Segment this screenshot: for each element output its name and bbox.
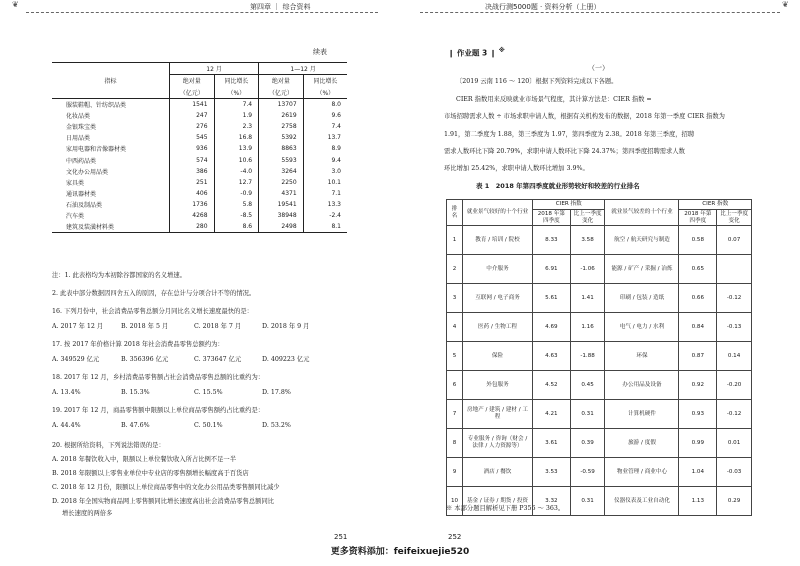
- question-stem: 17. 按 2017 年价格计算 2018 年社会消费品零售总额约为：: [52, 341, 224, 348]
- row-good-change: 0.45: [570, 371, 605, 400]
- row-year-abs: 4371: [259, 188, 304, 199]
- table-row: [447, 284, 752, 313]
- row-indicator: 汽车类: [66, 213, 85, 221]
- table-row: [52, 154, 347, 165]
- row-rank: 3: [447, 284, 463, 313]
- row-dec-abs: 545: [170, 132, 215, 143]
- row-year-yoy: 10.1: [303, 177, 347, 188]
- row-good-q4: 3.53: [533, 458, 571, 487]
- row-good-industry: 专业服务 / 咨询（财会 / 法律 / 人力资源等）: [463, 429, 533, 458]
- row-good-q4: 4.63: [533, 342, 571, 371]
- question-option[interactable]: B. 47.6%: [121, 422, 150, 429]
- q20-option-d[interactable]: D. 2018 年全国实物商品网上零售额同比增长速度高出社会消费品零售总额同比: [52, 498, 275, 505]
- row-good-q4: 3.32: [533, 487, 571, 516]
- question-option[interactable]: C. 50.1%: [194, 422, 223, 429]
- table-row: [447, 429, 752, 458]
- row-bad-q4: 0.92: [679, 371, 717, 400]
- row-year-yoy: 8.0: [303, 99, 347, 110]
- row-bad-q4: 0.65: [679, 255, 717, 284]
- header-cier-bad: CIER 指数: [679, 200, 752, 210]
- header-indicator: 指标: [52, 63, 170, 99]
- header-yoy-year-unit: （%）: [303, 87, 347, 99]
- row-bad-q4: 0.58: [679, 226, 717, 255]
- row-bad-industry: 能源 / 矿产 / 采掘 / 冶炼: [605, 255, 679, 284]
- set-label-text: 作业题 3: [456, 48, 488, 58]
- question-stem: 16. 下列月份中，社会消费品零售总额分月同比名义增长速度最快的是：: [52, 308, 253, 315]
- set-label: ❙ 作业题 3 ❙ ※: [448, 47, 505, 58]
- header-good-industries: 就业景气较好的十个行业: [463, 200, 533, 226]
- row-good-industry: 中介服务: [463, 255, 533, 284]
- row-indicator: 化妆品类: [66, 112, 91, 120]
- row-bad-change: -0.12: [717, 400, 752, 429]
- header-december: 12 月: [170, 63, 259, 75]
- row-bad-change: [717, 255, 752, 284]
- row-year-yoy: 13.7: [303, 132, 347, 143]
- table-row: [447, 313, 752, 342]
- question-option[interactable]: A. 349529 亿元: [52, 356, 100, 363]
- row-bad-industry: 仪器仪表及工业自动化: [605, 487, 679, 516]
- question-option[interactable]: D. 53.2%: [262, 422, 291, 429]
- question-option[interactable]: A. 13.4%: [52, 389, 81, 396]
- cier-ranking-table: [446, 199, 752, 516]
- row-indicator: 通讯器材类: [66, 191, 97, 199]
- row-dec-yoy: 8.6: [214, 222, 259, 233]
- row-year-abs: 5392: [259, 132, 304, 143]
- question-stem: 19. 2017 年 12 月，商品零售额中限额以上单位商品零售额约占比重约是：: [52, 407, 265, 414]
- row-bad-q4: 1.13: [679, 487, 717, 516]
- row-good-change: -1.88: [570, 342, 605, 371]
- row-indicator: 家用电器和音像器材类: [66, 146, 127, 154]
- row-indicator: 建筑及装潢材料类: [52, 222, 170, 233]
- table-row: [52, 188, 347, 199]
- row-rank: 8: [447, 429, 463, 458]
- row-year-yoy: 3.0: [303, 166, 347, 177]
- row-good-change: -0.59: [570, 458, 605, 487]
- q20-option-b[interactable]: B. 2018 年限额以上零售业单位中专业店的零售额增长幅度高于百货店: [52, 470, 249, 477]
- running-header-right: 决战行测5000题 · 资料分析（上册）: [482, 2, 604, 12]
- row-dec-abs: 406: [170, 188, 215, 199]
- q20-option-d-cont: 增长速度的两倍多: [62, 510, 113, 517]
- question-option[interactable]: C. 373647 亿元: [194, 356, 242, 363]
- table-title: 表 1 2018 年第四季度就业形势较好和较差的行业排名: [476, 182, 640, 190]
- header-yoy-year: 同比增长: [303, 75, 347, 87]
- row-bad-change: 0.07: [717, 226, 752, 255]
- table-row: [447, 458, 752, 487]
- header-q4-good: 2018 年第四季度: [533, 210, 571, 226]
- row-bad-industry: 印刷 / 包装 / 造纸: [605, 284, 679, 313]
- header-bad-industries: 就业景气较差的十个行业: [605, 200, 679, 226]
- table-row: [447, 226, 752, 255]
- table-row: [52, 121, 347, 132]
- header-q4-bad: 2018 年第四季度: [679, 210, 717, 226]
- intro-line-4: 1.91，第二季度为 1.88，第三季度为 1.97，第四季度为 2.38。2018 年第三季度，招聘: [444, 131, 695, 138]
- table-row: [447, 342, 752, 371]
- row-indicator: 日用品类: [66, 135, 91, 143]
- row-good-q4: 5.61: [533, 284, 571, 313]
- row-good-change: 3.58: [570, 226, 605, 255]
- question-option[interactable]: A. 44.4%: [52, 422, 81, 429]
- page-number-right: 252: [448, 533, 462, 541]
- row-rank: 2: [447, 255, 463, 284]
- row-year-yoy: 8.9: [303, 143, 347, 154]
- row-year-yoy: 13.3: [303, 199, 347, 210]
- row-year-abs: 2619: [259, 110, 304, 121]
- q20-option-c[interactable]: C. 2018 年 12 月份，限额以上单位商品零售中的文化办公用品类零售额同比减少: [52, 484, 280, 491]
- table-row: [447, 400, 752, 429]
- row-bad-change: 0.14: [717, 342, 752, 371]
- row-bad-q4: 0.66: [679, 284, 717, 313]
- row-good-industry: 教育 / 培训 / 院校: [463, 226, 533, 255]
- row-bad-industry: 办公用品及设备: [605, 371, 679, 400]
- row-dec-abs: 1541: [170, 99, 215, 110]
- row-year-yoy: 7.1: [303, 188, 347, 199]
- row-year-abs: 38948: [259, 210, 304, 221]
- row-rank: 7: [447, 400, 463, 429]
- row-dec-abs: 247: [170, 110, 215, 121]
- row-rank: 1: [447, 226, 463, 255]
- row-year-abs: 8863: [259, 143, 304, 154]
- row-good-industry: 酒店 / 餐饮: [463, 458, 533, 487]
- header-abs-year-unit: （亿元）: [259, 87, 304, 99]
- row-rank: 10: [447, 487, 463, 516]
- row-bad-q4: 0.87: [679, 342, 717, 371]
- row-indicator: 石油及制品类: [66, 202, 103, 210]
- footnote-mark: ※: [498, 47, 505, 54]
- row-bad-change: -0.12: [717, 284, 752, 313]
- row-good-change: 1.16: [570, 313, 605, 342]
- intro-line-3: 市场招聘需求人数 ÷ 市场求职申请人数，根据有关机构发布的数据，2018 年第一季度 CIER 指数为: [444, 113, 725, 120]
- header-yoy-dec: 同比增长: [214, 75, 259, 87]
- row-dec-abs: 276: [170, 121, 215, 132]
- row-bad-q4: 1.04: [679, 458, 717, 487]
- promo-banner: 更多资料添加：feifeixuejie520: [330, 547, 470, 557]
- header-cier-good: CIER 指数: [533, 200, 605, 210]
- header-rule-right: [420, 12, 780, 13]
- intro-line-1: 〔2019 云南 116 ～ 120〕根据下列资料完成以下各题。: [456, 78, 618, 85]
- header-abs-dec-unit: （亿元）: [170, 87, 215, 99]
- row-bad-change: -0.03: [717, 458, 752, 487]
- header-qoq-bad: 比上一季度变化: [717, 210, 752, 226]
- row-year-abs: 2498: [259, 222, 304, 233]
- row-dec-yoy: 13.9: [214, 143, 259, 154]
- header-chapter: 第四章: [250, 3, 271, 11]
- row-dec-yoy: 7.4: [214, 99, 259, 110]
- table-row: [52, 143, 347, 154]
- row-year-yoy: 8.1: [303, 222, 347, 233]
- row-year-abs: 3264: [259, 166, 304, 177]
- row-dec-yoy: 10.6: [214, 154, 259, 165]
- question-stem: 18. 2017 年 12 月，乡村消费品零售额占社会消费品零售总额的比重约为：: [52, 374, 265, 381]
- row-good-industry: 外包服务: [463, 371, 533, 400]
- row-bad-q4: 0.93: [679, 400, 717, 429]
- question-option[interactable]: B. 356396 亿元: [121, 356, 169, 363]
- row-dec-abs: 280: [170, 222, 215, 233]
- row-good-change: 1.41: [570, 284, 605, 313]
- row-good-q4: 8.33: [533, 226, 571, 255]
- row-good-industry: 房地产 / 建筑 / 建材 / 工程: [463, 400, 533, 429]
- table-row: [52, 132, 347, 143]
- row-dec-abs: 251: [170, 177, 215, 188]
- row-year-abs: 2758: [259, 121, 304, 132]
- question-option[interactable]: D. 409223 亿元: [262, 356, 310, 363]
- row-rank: 4: [447, 313, 463, 342]
- table-note-2: 2. 此表中部分数据因四舍五入的原因，存在总计与分项合计不等的情况。: [52, 290, 256, 297]
- intro-line-5: 需求人数环比下降 20.79%，求职申请人数环比下降 24.37%；第四季度招聘需求人数: [444, 148, 685, 155]
- q20-stem: 20. 根据所给资料，下列说法错误的是：: [52, 442, 165, 449]
- row-good-q4: 4.69: [533, 313, 571, 342]
- row-indicator: 文化办公用品类: [66, 168, 109, 176]
- header-abs-year: 绝对量: [259, 75, 304, 87]
- header-yoy-dec-unit: （%）: [214, 87, 259, 99]
- row-dec-abs: 936: [170, 143, 215, 154]
- question-option[interactable]: C. 15.5%: [194, 389, 223, 396]
- row-year-yoy: 7.4: [303, 121, 347, 132]
- header-rank: 排名: [447, 200, 463, 226]
- row-bad-change: 0.01: [717, 429, 752, 458]
- row-dec-abs: 386: [170, 166, 215, 177]
- table-row: [52, 166, 347, 177]
- row-indicator: 中西药品类: [66, 157, 97, 165]
- row-indicator: 家具类: [66, 179, 85, 187]
- row-good-change: -1.06: [570, 255, 605, 284]
- row-dec-abs: 4268: [170, 210, 215, 221]
- row-good-industry: 医药 / 生物工程: [463, 313, 533, 342]
- row-dec-yoy: 5.8: [214, 199, 259, 210]
- row-bad-industry: 计算机硬件: [605, 400, 679, 429]
- row-indicator: 服装鞋帽、针纺织品类: [66, 101, 127, 109]
- question-option[interactable]: C. 2018 年 7 月: [194, 323, 242, 330]
- row-bad-q4: 0.84: [679, 313, 717, 342]
- question-option[interactable]: B. 2018 年 5 月: [121, 323, 169, 330]
- row-bad-industry: 电气 / 电力 / 水利: [605, 313, 679, 342]
- row-year-yoy: -2.4: [303, 210, 347, 221]
- question-option[interactable]: B. 15.3%: [121, 389, 150, 396]
- row-dec-yoy: -4.0: [214, 166, 259, 177]
- table-row: [52, 110, 347, 121]
- row-good-q4: 4.21: [533, 400, 571, 429]
- table-note-1: 注：1. 此表格均为本初除谷都国家的名义增速。: [52, 272, 186, 279]
- row-good-industry: 基金 / 证券 / 期货 / 投资: [463, 487, 533, 516]
- row-good-q4: 4.52: [533, 371, 571, 400]
- question-option[interactable]: D. 17.8%: [262, 389, 291, 396]
- table-row: [447, 371, 752, 400]
- row-good-change: 0.39: [570, 429, 605, 458]
- row-dec-abs: 574: [170, 154, 215, 165]
- row-bad-industry: 航空 / 航天研究与制造: [605, 226, 679, 255]
- row-year-yoy: 9.4: [303, 154, 347, 165]
- row-rank: 5: [447, 342, 463, 371]
- row-good-change: 0.31: [570, 487, 605, 516]
- row-rank: 6: [447, 371, 463, 400]
- row-good-q4: 6.91: [533, 255, 571, 284]
- row-bad-industry: 环保: [605, 342, 679, 371]
- row-year-abs: 5593: [259, 154, 304, 165]
- leaf-ornament-icon: ❦: [782, 0, 789, 9]
- q20-option-a[interactable]: A. 2018 年餐饮收入中，限额以上单位餐饮收入所占比例不足一半: [52, 456, 236, 463]
- page-number-left: 251: [334, 533, 348, 541]
- row-good-industry: 保险: [463, 342, 533, 371]
- row-good-change: 0.31: [570, 400, 605, 429]
- row-bad-q4: 0.99: [679, 429, 717, 458]
- intro-line-6: 环比增加 25.42%，求职申请人数环比增加 3.9%。: [444, 165, 589, 172]
- header-section: 综合资料: [282, 3, 311, 11]
- running-header: 第四章 ｜ 综合资料: [247, 2, 313, 12]
- header-qoq-good: 比上一季度变化: [570, 210, 605, 226]
- header-rule: [26, 12, 378, 13]
- question-option[interactable]: A. 2017 年 12 月: [52, 323, 104, 330]
- row-dec-abs: 1736: [170, 199, 215, 210]
- row-bad-industry: 旅游 / 度假: [605, 429, 679, 458]
- row-bad-change: 0.29: [717, 487, 752, 516]
- row-dec-yoy: 2.3: [214, 121, 259, 132]
- continued-label: 续表: [313, 48, 327, 56]
- row-rank: 9: [447, 458, 463, 487]
- row-dec-yoy: -0.9: [214, 188, 259, 199]
- intro-line-2: CIER 指数用来反映就业市场景气程度，其计算方法是：CIER 指数 =: [456, 96, 652, 103]
- table-row: [447, 487, 752, 516]
- row-bad-change: -0.20: [717, 371, 752, 400]
- leaf-ornament-icon: ❦: [12, 0, 19, 9]
- row-dec-yoy: 16.8: [214, 132, 259, 143]
- header-jan-dec: 1—12 月: [259, 63, 347, 75]
- row-indicator: 金银珠宝类: [66, 123, 97, 131]
- header-abs-dec: 绝对量: [170, 75, 215, 87]
- row-bad-change: -0.13: [717, 313, 752, 342]
- row-year-abs: 13707: [259, 99, 304, 110]
- table-row: [52, 99, 347, 110]
- row-year-abs: 2250: [259, 177, 304, 188]
- row-good-industry: 互联网 / 电子商务: [463, 284, 533, 313]
- table-row: [52, 199, 347, 210]
- row-dec-yoy: 12.7: [214, 177, 259, 188]
- table-row: [52, 210, 347, 221]
- row-good-q4: 3.61: [533, 429, 571, 458]
- retail-sales-table: [52, 62, 347, 233]
- table-row: [52, 177, 347, 188]
- footnote: ※ 本部分题目解析见下册 P356 ～ 363。: [446, 505, 565, 512]
- row-dec-yoy: -8.5: [214, 210, 259, 221]
- section-mark: （一）: [588, 64, 609, 72]
- question-option[interactable]: D. 2018 年 9 月: [262, 323, 310, 330]
- row-bad-industry: 物业管理 / 商业中心: [605, 458, 679, 487]
- row-year-yoy: 9.6: [303, 110, 347, 121]
- table-row: [52, 222, 347, 233]
- row-dec-yoy: 1.9: [214, 110, 259, 121]
- table-row: [447, 255, 752, 284]
- row-year-abs: 19541: [259, 199, 304, 210]
